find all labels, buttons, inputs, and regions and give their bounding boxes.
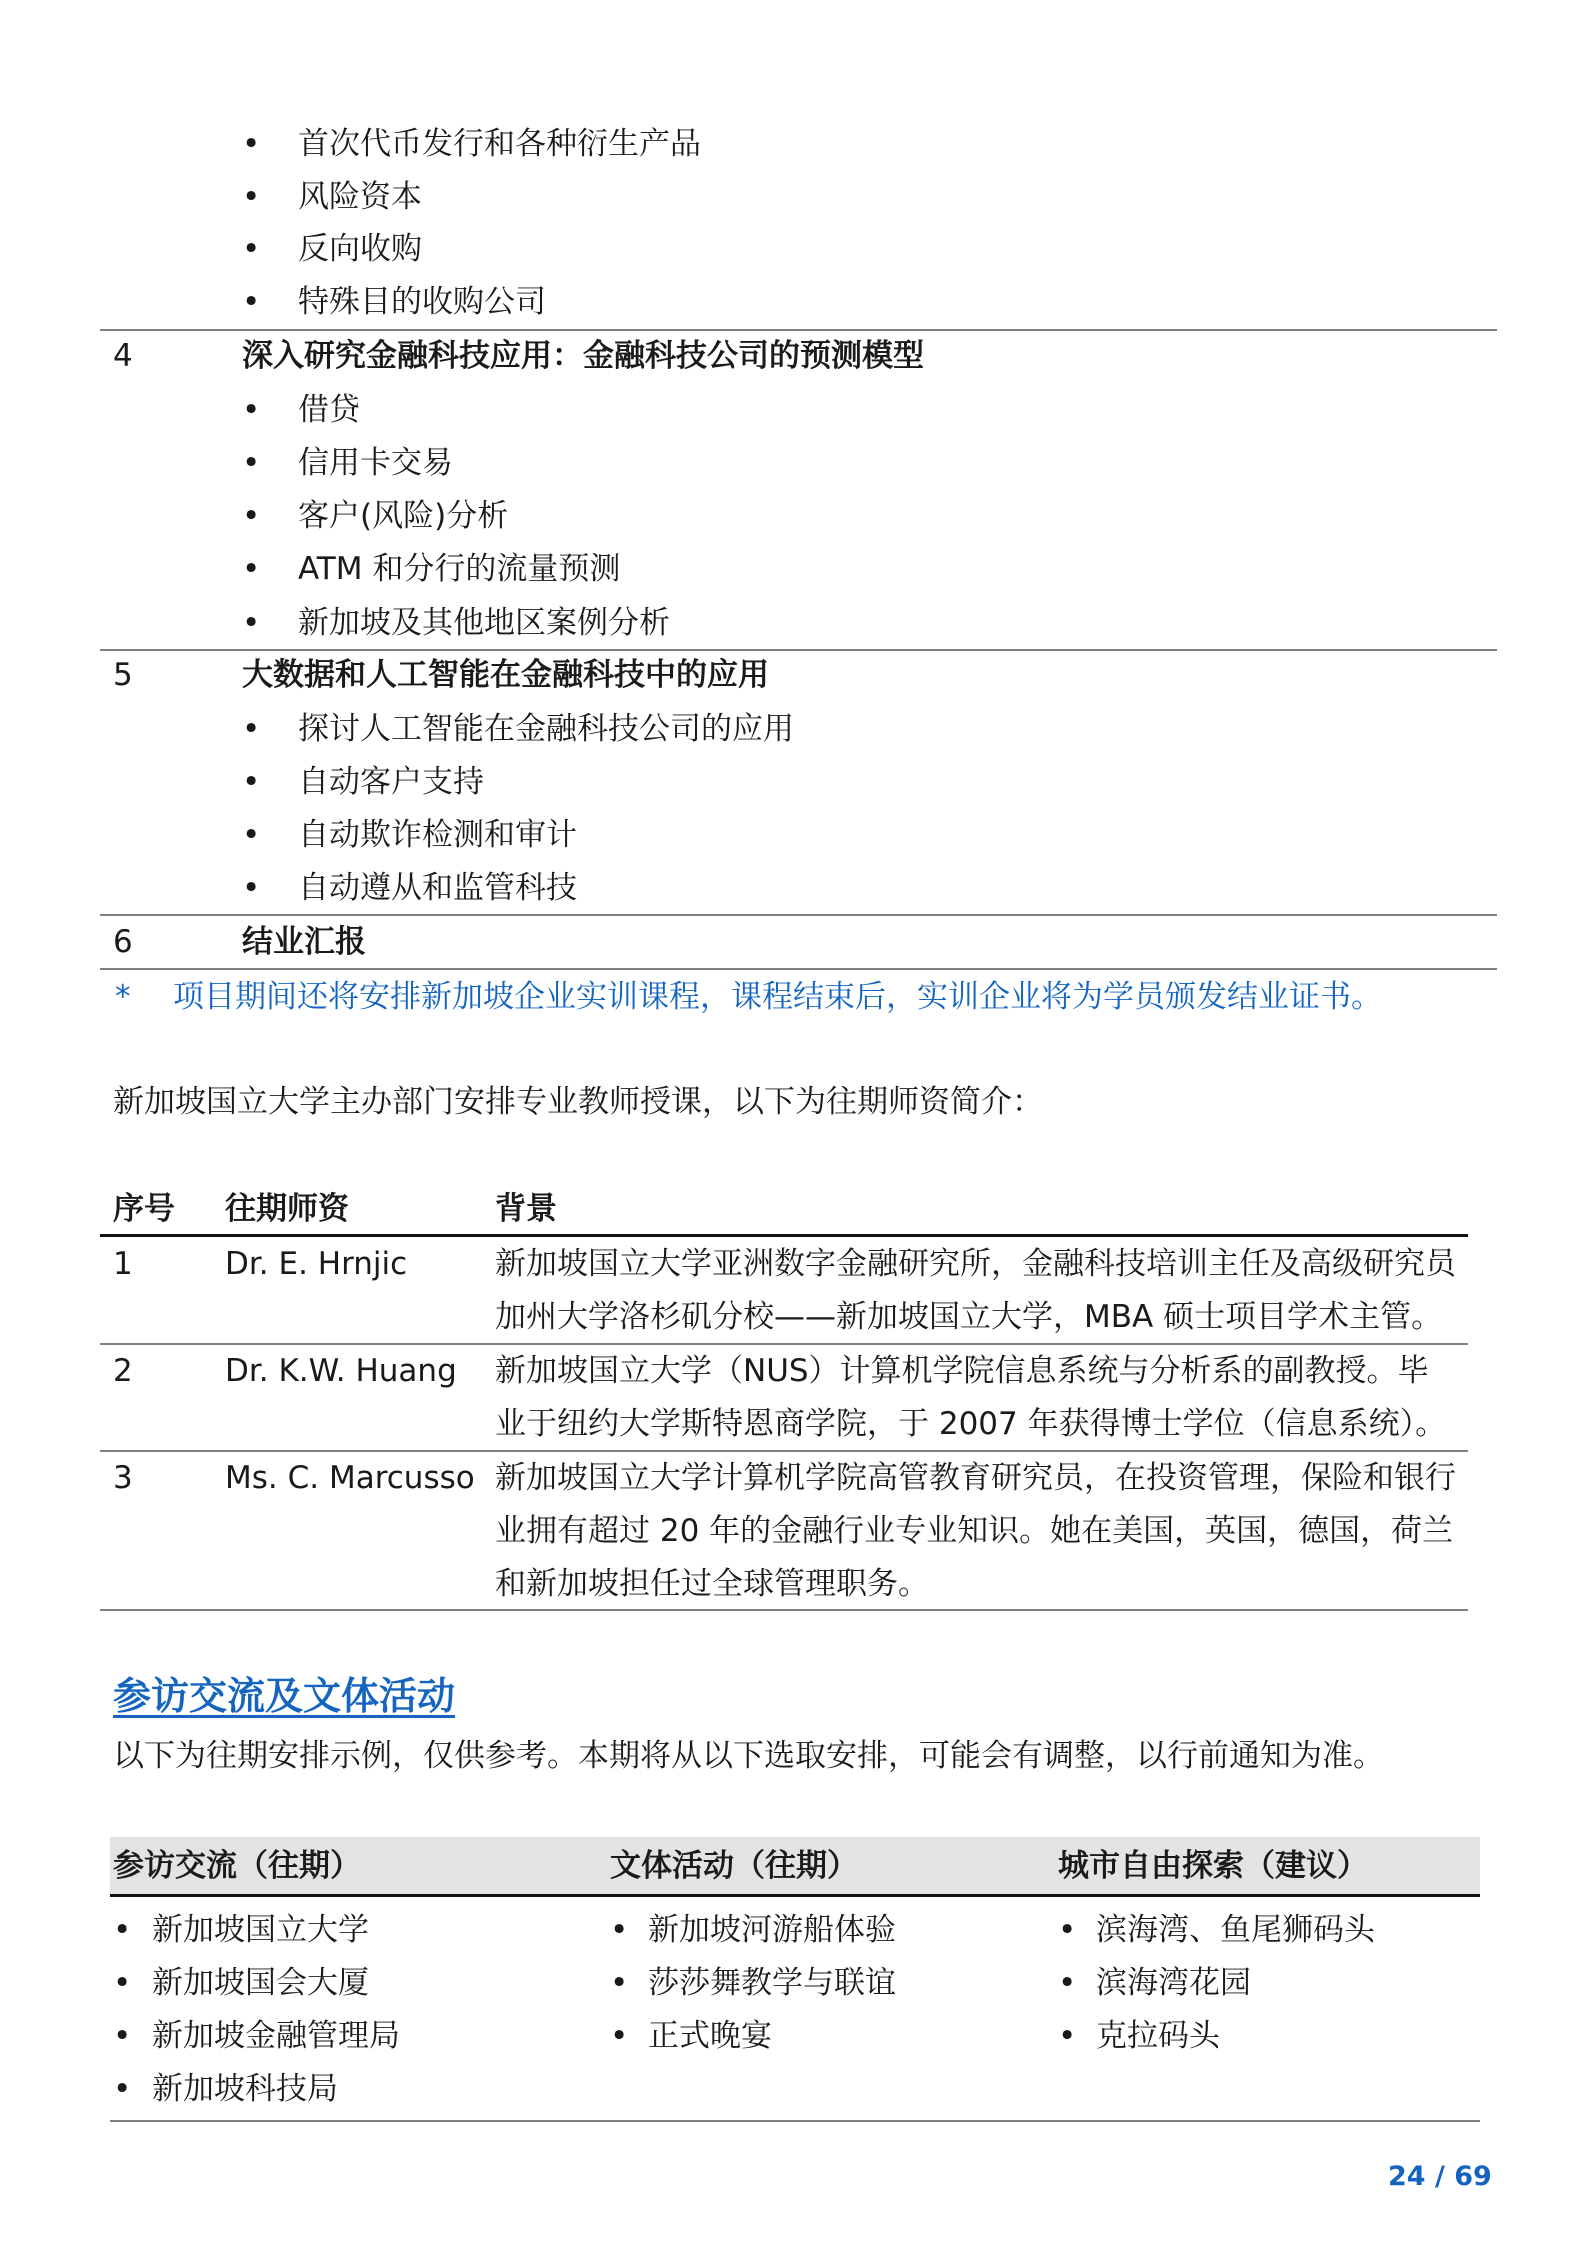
- page-number: [1388, 2160, 1492, 2194]
- bullet-marker: •: [113, 1912, 132, 1948]
- list-item: 借贷: [298, 392, 360, 428]
- faculty-name: Dr. K.W. Huang: [225, 1353, 457, 1389]
- row-divider: [100, 649, 1497, 651]
- list-item: 特殊目的收购公司: [298, 284, 546, 320]
- row-divider: [100, 329, 1497, 331]
- column-header-visits: 参访交流（往期）: [113, 1848, 361, 1884]
- bullet-marker: •: [610, 1912, 629, 1948]
- module-number: 5: [113, 657, 133, 693]
- bullet-marker: •: [242, 817, 261, 853]
- faculty-background-line: 新加坡国立大学（NUS）计算机学院信息系统与分析系的副教授。毕: [495, 1353, 1429, 1389]
- column-header-city: 城市自由探索（建议）: [1058, 1848, 1368, 1884]
- list-item: 新加坡河游船体验: [648, 1912, 896, 1948]
- faculty-background-line: 新加坡国立大学计算机学院高管教育研究员，在投资管理，保险和银行: [495, 1460, 1456, 1496]
- list-item: 新加坡国立大学: [152, 1912, 369, 1948]
- list-item: 克拉码头: [1096, 2018, 1220, 2054]
- header-rule: [110, 1894, 1480, 1897]
- faculty-background-line: 新加坡国立大学亚洲数字金融研究所，金融科技培训主任及高级研究员: [495, 1246, 1456, 1282]
- module-number: 4: [113, 338, 133, 374]
- bullet-marker: •: [1058, 2018, 1077, 2054]
- faculty-background-line: 业于纽约大学斯特恩商学院，于 2007 年获得博士学位（信息系统）。: [495, 1406, 1447, 1442]
- list-item: 客户(风险)分析: [298, 498, 509, 534]
- list-item: 首次代币发行和各种衍生产品: [298, 126, 701, 162]
- table-bottom-rule: [110, 2120, 1480, 2122]
- bullet-marker: •: [610, 2018, 629, 2054]
- bullet-marker: •: [242, 764, 261, 800]
- row-divider: [100, 1343, 1468, 1345]
- row-divider: [100, 1609, 1468, 1611]
- page-total: 69: [1454, 2161, 1492, 2192]
- faculty-background-line: 业拥有超过 20 年的金融行业专业知识。她在美国，英国，德国，荷兰: [495, 1513, 1454, 1549]
- list-item: 新加坡科技局: [152, 2071, 338, 2107]
- list-item: 莎莎舞教学与联谊: [648, 1965, 896, 2001]
- bullet-marker: •: [1058, 1965, 1077, 2001]
- column-header-leisure: 文体活动（往期）: [610, 1848, 858, 1884]
- header-rule: [100, 1234, 1468, 1237]
- bullet-marker: •: [242, 711, 261, 747]
- bullet-marker: •: [242, 498, 261, 534]
- list-item: 滨海湾花园: [1096, 1965, 1251, 2001]
- bullet-marker: •: [242, 551, 261, 587]
- list-item: 探讨人工智能在金融科技公司的应用: [298, 711, 794, 747]
- list-item: 正式晚宴: [648, 2018, 772, 2054]
- bullet-marker: •: [242, 284, 261, 320]
- faculty-name: Ms. C. Marcusso: [225, 1460, 475, 1496]
- bullet-marker: •: [242, 605, 261, 641]
- faculty-intro: 新加坡国立大学主办部门安排专业教师授课，以下为往期师资简介：: [113, 1084, 1043, 1120]
- faculty-background-line: 和新加坡担任过全球管理职务。: [495, 1566, 929, 1602]
- list-item: 自动遵从和监管科技: [298, 870, 577, 906]
- faculty-num: 3: [113, 1460, 133, 1496]
- list-item: 滨海湾、鱼尾狮码头: [1096, 1912, 1375, 1948]
- faculty-background-line: 加州大学洛杉矶分校——新加坡国立大学，MBA 硕士项目学术主管。: [495, 1299, 1443, 1335]
- faculty-num: 2: [113, 1353, 133, 1389]
- bullet-marker: •: [242, 179, 261, 215]
- module-title: 结业汇报: [242, 924, 366, 960]
- row-divider: [100, 968, 1497, 970]
- module-title: 深入研究金融科技应用：金融科技公司的预测模型: [242, 338, 924, 374]
- list-item: 风险资本: [298, 179, 422, 215]
- row-divider: [100, 1450, 1468, 1452]
- faculty-header-background: 背景: [495, 1191, 557, 1227]
- list-item: 反向收购: [298, 231, 422, 267]
- module-number: 6: [113, 924, 133, 960]
- footnote-mark: *: [115, 979, 131, 1015]
- list-item: 自动客户支持: [298, 764, 484, 800]
- faculty-name: Dr. E. Hrnjic: [225, 1246, 408, 1282]
- activities-heading-link[interactable]: 参访交流及文体活动: [113, 1674, 456, 1718]
- faculty-header-name: 往期师资: [225, 1191, 349, 1227]
- faculty-num: 1: [113, 1246, 133, 1282]
- bullet-marker: •: [242, 231, 261, 267]
- bullet-marker: •: [113, 1965, 132, 2001]
- bullet-marker: •: [242, 392, 261, 428]
- bullet-marker: •: [242, 870, 261, 906]
- page-current: 24: [1388, 2161, 1426, 2192]
- bullet-marker: •: [610, 1965, 629, 2001]
- footnote-text: 项目期间还将安排新加坡企业实训课程，课程结束后，实训企业将为学员颁发结业证书。: [173, 979, 1382, 1015]
- list-item: 新加坡金融管理局: [152, 2018, 400, 2054]
- bullet-marker: •: [242, 445, 261, 481]
- row-divider: [100, 914, 1497, 916]
- page-separator: /: [1434, 2161, 1445, 2192]
- list-item: ATM 和分行的流量预测: [298, 551, 621, 587]
- bullet-marker: •: [242, 126, 261, 162]
- list-item: 新加坡及其他地区案例分析: [298, 605, 670, 641]
- faculty-header-num: 序号: [113, 1191, 175, 1227]
- list-item: 新加坡国会大厦: [152, 1965, 369, 2001]
- bullet-marker: •: [113, 2018, 132, 2054]
- module-title: 大数据和人工智能在金融科技中的应用: [242, 657, 769, 693]
- bullet-marker: •: [113, 2071, 132, 2107]
- bullet-marker: •: [1058, 1912, 1077, 1948]
- activities-intro: 以下为往期安排示例，仅供参考。本期将从以下选取安排，可能会有调整，以行前通知为准。: [113, 1738, 1384, 1774]
- list-item: 信用卡交易: [298, 445, 453, 481]
- list-item: 自动欺诈检测和审计: [298, 817, 577, 853]
